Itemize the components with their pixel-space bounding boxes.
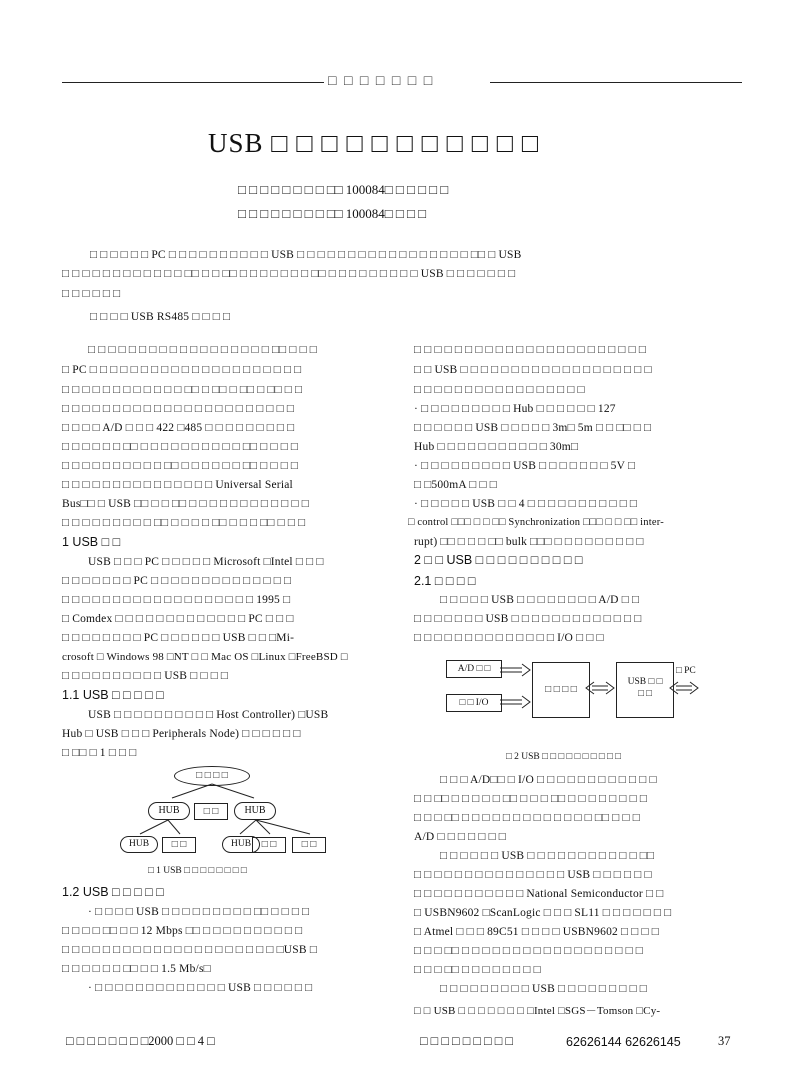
s2-1-line: □ □ □ □ □ USB □ □ □ □ □ □ □ □ A/D □ □ [440,594,640,606]
right-para-line: rupt) □□ □ □ □ □□ bulk □□□ □ □ □ □ □ □ □ □ □ [414,536,644,548]
s1-2-line: · □ □ □ □ USB □ □ □ □ □ □ □ □ □ □□ □ □ □ □ [88,906,310,918]
section-heading-1-2: 1.2 USB □ □ □ □ □ [62,885,164,899]
after-fig2-line: □ □ □ A/D□□ □ I/O □ □ □ □ □ □ □ □ □ □ □ □ [440,774,657,786]
s1-2-line: □ □ □ □ □ □ □ □ □ □ □ □ □ □ □ □ □ □ □ □ □ □USB □ [62,944,317,956]
s1-line: □ □ □ □ □ □ □ □ □ □ USB □ □ □ □ [62,670,229,682]
footer-journal: □ □ □ □ □ □ □ □2000 □ □ 4 □ [66,1034,215,1048]
author-line-1: □ □ □ □ □ □ □ □ □□ 100084□ □ □ □ □ □ [238,182,449,197]
s1-2-line: · □ □ □ □ □ □ □ □ □ □ □ □ □ USB □ □ □ □ □ □ [88,982,313,994]
after-fig2-line: □ □ □ □ □ □ □ □ □ USB □ □ □ □ □ □ □ □ □ [440,983,647,995]
header-rule-right [490,82,742,83]
figure-2-block-diagram [440,656,720,736]
right-para-line: □ □500mA □ □ □ [414,479,497,491]
left-para-line: □ □ □ □ □ □ □ □ □ □ □ □ □ □ □ □ □ □ □ □ □ □ □ [62,403,295,415]
s1-2-line: □ □ □ □ □ □ □□ □ □ 1.5 Mb/s□ [62,963,211,975]
right-para-line: · □ □ □ □ □ □ □ □ □ Hub □ □ □ □ □ □ 127 [414,403,616,415]
s1-line: □ Comdex □ □ □ □ □ □ □ □ □ □ □ □ □ PC □ □ □ [62,613,294,625]
s1-line: crosoft □ Windows 98 □NT □ □ Mac OS □Linux □FreeBSD □ [62,651,348,663]
author-line-2: □ □ □ □ □ □ □ □ □□ 100084□ □ □ □ [238,206,426,221]
abstract-line-2: □ □ □ □ □ □ □ □ □ □ □ □ □□ □ □ □□ □ □ □ □ □ □ □ □□ □ □ □ □ □ □ □ □ □ USB □ □ □ □ □ □ □ [62,268,516,280]
s1-2-line: □ □ □ □ □□ □ □ 12 Mbps □□ □ □ □ □ □ □ □ □ □ □ [62,925,303,937]
after-fig2-line: □ □ □ □□ □ □ □ □ □ □ □ □ □ □ □ □ □ □□ □ □ □ [414,812,640,824]
running-title: □ □ □ □ □ □ □ [328,74,435,89]
left-para-line: □ □ □ □ A/D □ □ □ 422 □485 □ □ □ □ □ □ □ □ □ [62,422,295,434]
fig2-usb-box [616,662,674,718]
right-para-line: · □ □ □ □ □ □ □ □ □ USB □ □ □ □ □ □ □ 5V □ [414,460,636,472]
left-para-line: □ PC □ □ □ □ □ □ □ □ □ □ □ □ □ □ □ □ □ □ □ □ □ [62,364,302,376]
footer-contact-label: □ □ □ □ □ □ □ □ □ [420,1034,513,1048]
after-fig2-line: □ □ □□ □ □ □ □ □ □□ □ □ □ □□ □ □ □ □ □ □ □ □ [414,793,648,805]
s1-1-line: USB □ □ □ □ □ □ □ □ □ □ Host Controller) □USB [88,709,329,721]
right-para-line: □ □ □ □ □ □ □ □ □ □ □ □ □ □ □ □ □ □ □ □ □ □ □ [414,344,647,356]
fig1-host-node: □ □ □ □ [174,766,250,786]
fig1-hub-bottom-left: HUB [120,836,158,853]
left-para-line: □ □ □ □ □ □ □ □ □ □ □□ □ □ □ □ □ □ □□ □ □ □ □ [62,460,299,472]
section-heading-1-1: 1.1 USB □ □ □ □ □ [62,688,164,702]
s2-1-line: □ □ □ □ □ □ □ □ □ □ □ □ □ □ I/O □ □ □ [414,632,604,644]
header-rule-left [62,82,324,83]
after-fig2-line: □ □ □ □ □ □ USB □ □ □ □ □ □ □ □ □ □ □ □□ [440,850,655,862]
right-para-line: □ □ □ □ □ □ USB □ □ □ □ □ 3m□ 5m □ □ □□ □ □ [414,422,652,434]
right-para-line: Hub □ □ □ □ □ □ □ □ □ □ □ 30m□ [414,441,579,453]
fig2-usb-label: USB □ □ [627,677,663,687]
s2-1-line: □ □ □ □ □ □ □ USB □ □ □ □ □ □ □ □ □ □ □ □ □ [414,613,642,625]
abstract-line-3: □ □ □ □ □ □ [62,288,121,300]
right-para-line: · □ □ □ □ □ USB □ □ 4 □ □ □ □ □ □ □ □ □ □ □ [414,498,638,510]
after-fig2-line: A/D □ □ □ □ □ □ □ [414,831,506,843]
figure-1-caption: □ 1 USB □ □ □ □ □ □ □ □ [148,866,247,876]
figure-1-topology [110,764,350,864]
after-fig2-line: □ USBN9602 □ScanLogic □ □ □ SL11 □ □ □ □ □ □ □ [414,907,672,919]
footer-phones: 62626144 62626145 [566,1035,681,1049]
left-para-line: □ □ □ □ □ □ □ □ □ □ □ □ □□ □ □□ □ □□ □ □□ □ □ [62,384,303,396]
fig1-node-bottom-2: □ □ [252,837,286,853]
after-fig2-line: □ □ □ □ □ □ □ □ □ □ □ National Semiconductor □ □ [414,888,664,900]
s1-1-line: □ □□ □ 1 □ □ □ [62,747,137,759]
s1-line: □ □ □ □ □ □ □ PC □ □ □ □ □ □ □ □ □ □ □ □ □ □ [62,575,292,587]
s1-line: USB □ □ □ PC □ □ □ □ □ Microsoft □Intel □ □ □ [88,556,324,568]
fig2-pc-label: □ PC [676,666,696,676]
fig1-hub-right: HUB [234,802,276,820]
after-fig2-line: □ □ □ □□ □ □ □ □ □ □ □ □ □ □ □ □ □ □ □ □ □ □ [414,945,643,957]
article-title: USB □ □ □ □ □ □ □ □ □ □ □ [208,128,540,158]
after-fig2-line: □ □ □ □□ □ □ □ □ □ □ □ □ [414,964,541,976]
after-fig2-line: □ □ USB □ □ □ □ □ □ □ □Intel □SGS－Tomson □Cy- [414,1005,661,1017]
right-para-line: □ □ □ □ □ □ □ □ □ □ □ □ □ □ □ □ □ [414,384,585,396]
fig2-processor-box: □ □ □ □ [532,662,590,718]
figure-2-caption: □ 2 USB □ □ □ □ □ □ □ □ □ □ [506,752,621,762]
fig1-node-bottom-1: □ □ [162,837,196,853]
s1-1-line: Hub □ USB □ □ □ Peripherals Node) □ □ □ □ □ □ [62,728,301,740]
fig2-io-box: □ □ I/O [446,694,502,712]
s1-line: □ □ □ □ □ □ □ □ □ □ □ □ □ □ □ □ □ □ □ 1995 □ [62,594,291,606]
after-fig2-line: □ □ □ □ □ □ □ □ □ □ □ □ □ □ □ USB □ □ □ □ □ □ [414,869,652,881]
fig1-node-mid: □ □ [194,803,228,820]
fig2-ad-box: A/D □ □ [446,660,502,678]
abstract-line-1: □ □ □ □ □ □ PC □ □ □ □ □ □ □ □ □ □ USB □ □ □ □ □ □ □ □ □ □ □ □ □ □ □ □ □ □□ □ USB [90,249,522,261]
left-para-line: □ □ □ □ □ □ □ □ □ □ □ □ □ □ □ □ □ □ □□ □ □ □ [88,344,317,356]
left-para-line: □ □ □ □ □ □ □ □ □ □□ □ □ □ □ □□ □ □ □ □□ □ □ □ [62,517,306,529]
page-number: 37 [718,1034,731,1048]
section-heading-2: 2 □ □ USB □ □ □ □ □ □ □ □ □ □ [414,553,583,567]
fig1-hub-bottom-right: HUB [222,836,260,853]
right-para-line: □ control □□□ □ □ □□ Synchronization □□□ □ □ □□ inter- [408,517,664,528]
fig1-hub-left: HUB [148,802,190,820]
section-heading-2-1: 2.1 □ □ □ □ [414,574,476,588]
fig1-node-bottom-3: □ □ [292,837,326,853]
keywords: □ □ □ □ USB RS485 □ □ □ □ [90,311,231,323]
after-fig2-line: □ Atmel □ □ □ 89C51 □ □ □ □ USBN9602 □ □ □ □ [414,926,659,938]
right-para-line: □ □ USB □ □ □ □ □ □ □ □ □ □ □ □ □ □ □ □ □ □ □ [414,364,652,376]
section-heading-1: 1 USB □ □ [62,535,121,549]
fig2-usb-label-2: □ □ [638,689,652,699]
left-para-line: □ □ □ □ □ □ □□ □ □ □ □ □ □ □ □ □ □ □□ □ □ □ □ [62,441,299,453]
s1-line: □ □ □ □ □ □ □ □ PC □ □ □ □ □ □ USB □ □ □Mi- [62,632,295,644]
left-para-line: Bus□□ □ USB □□ □ □ □□ □ □ □ □ □ □ □ □ □ □ □ □ [62,498,309,510]
left-para-line: □ □ □ □ □ □ □ □ □ □ □ □ □ □ □ Universal Serial [62,479,293,491]
